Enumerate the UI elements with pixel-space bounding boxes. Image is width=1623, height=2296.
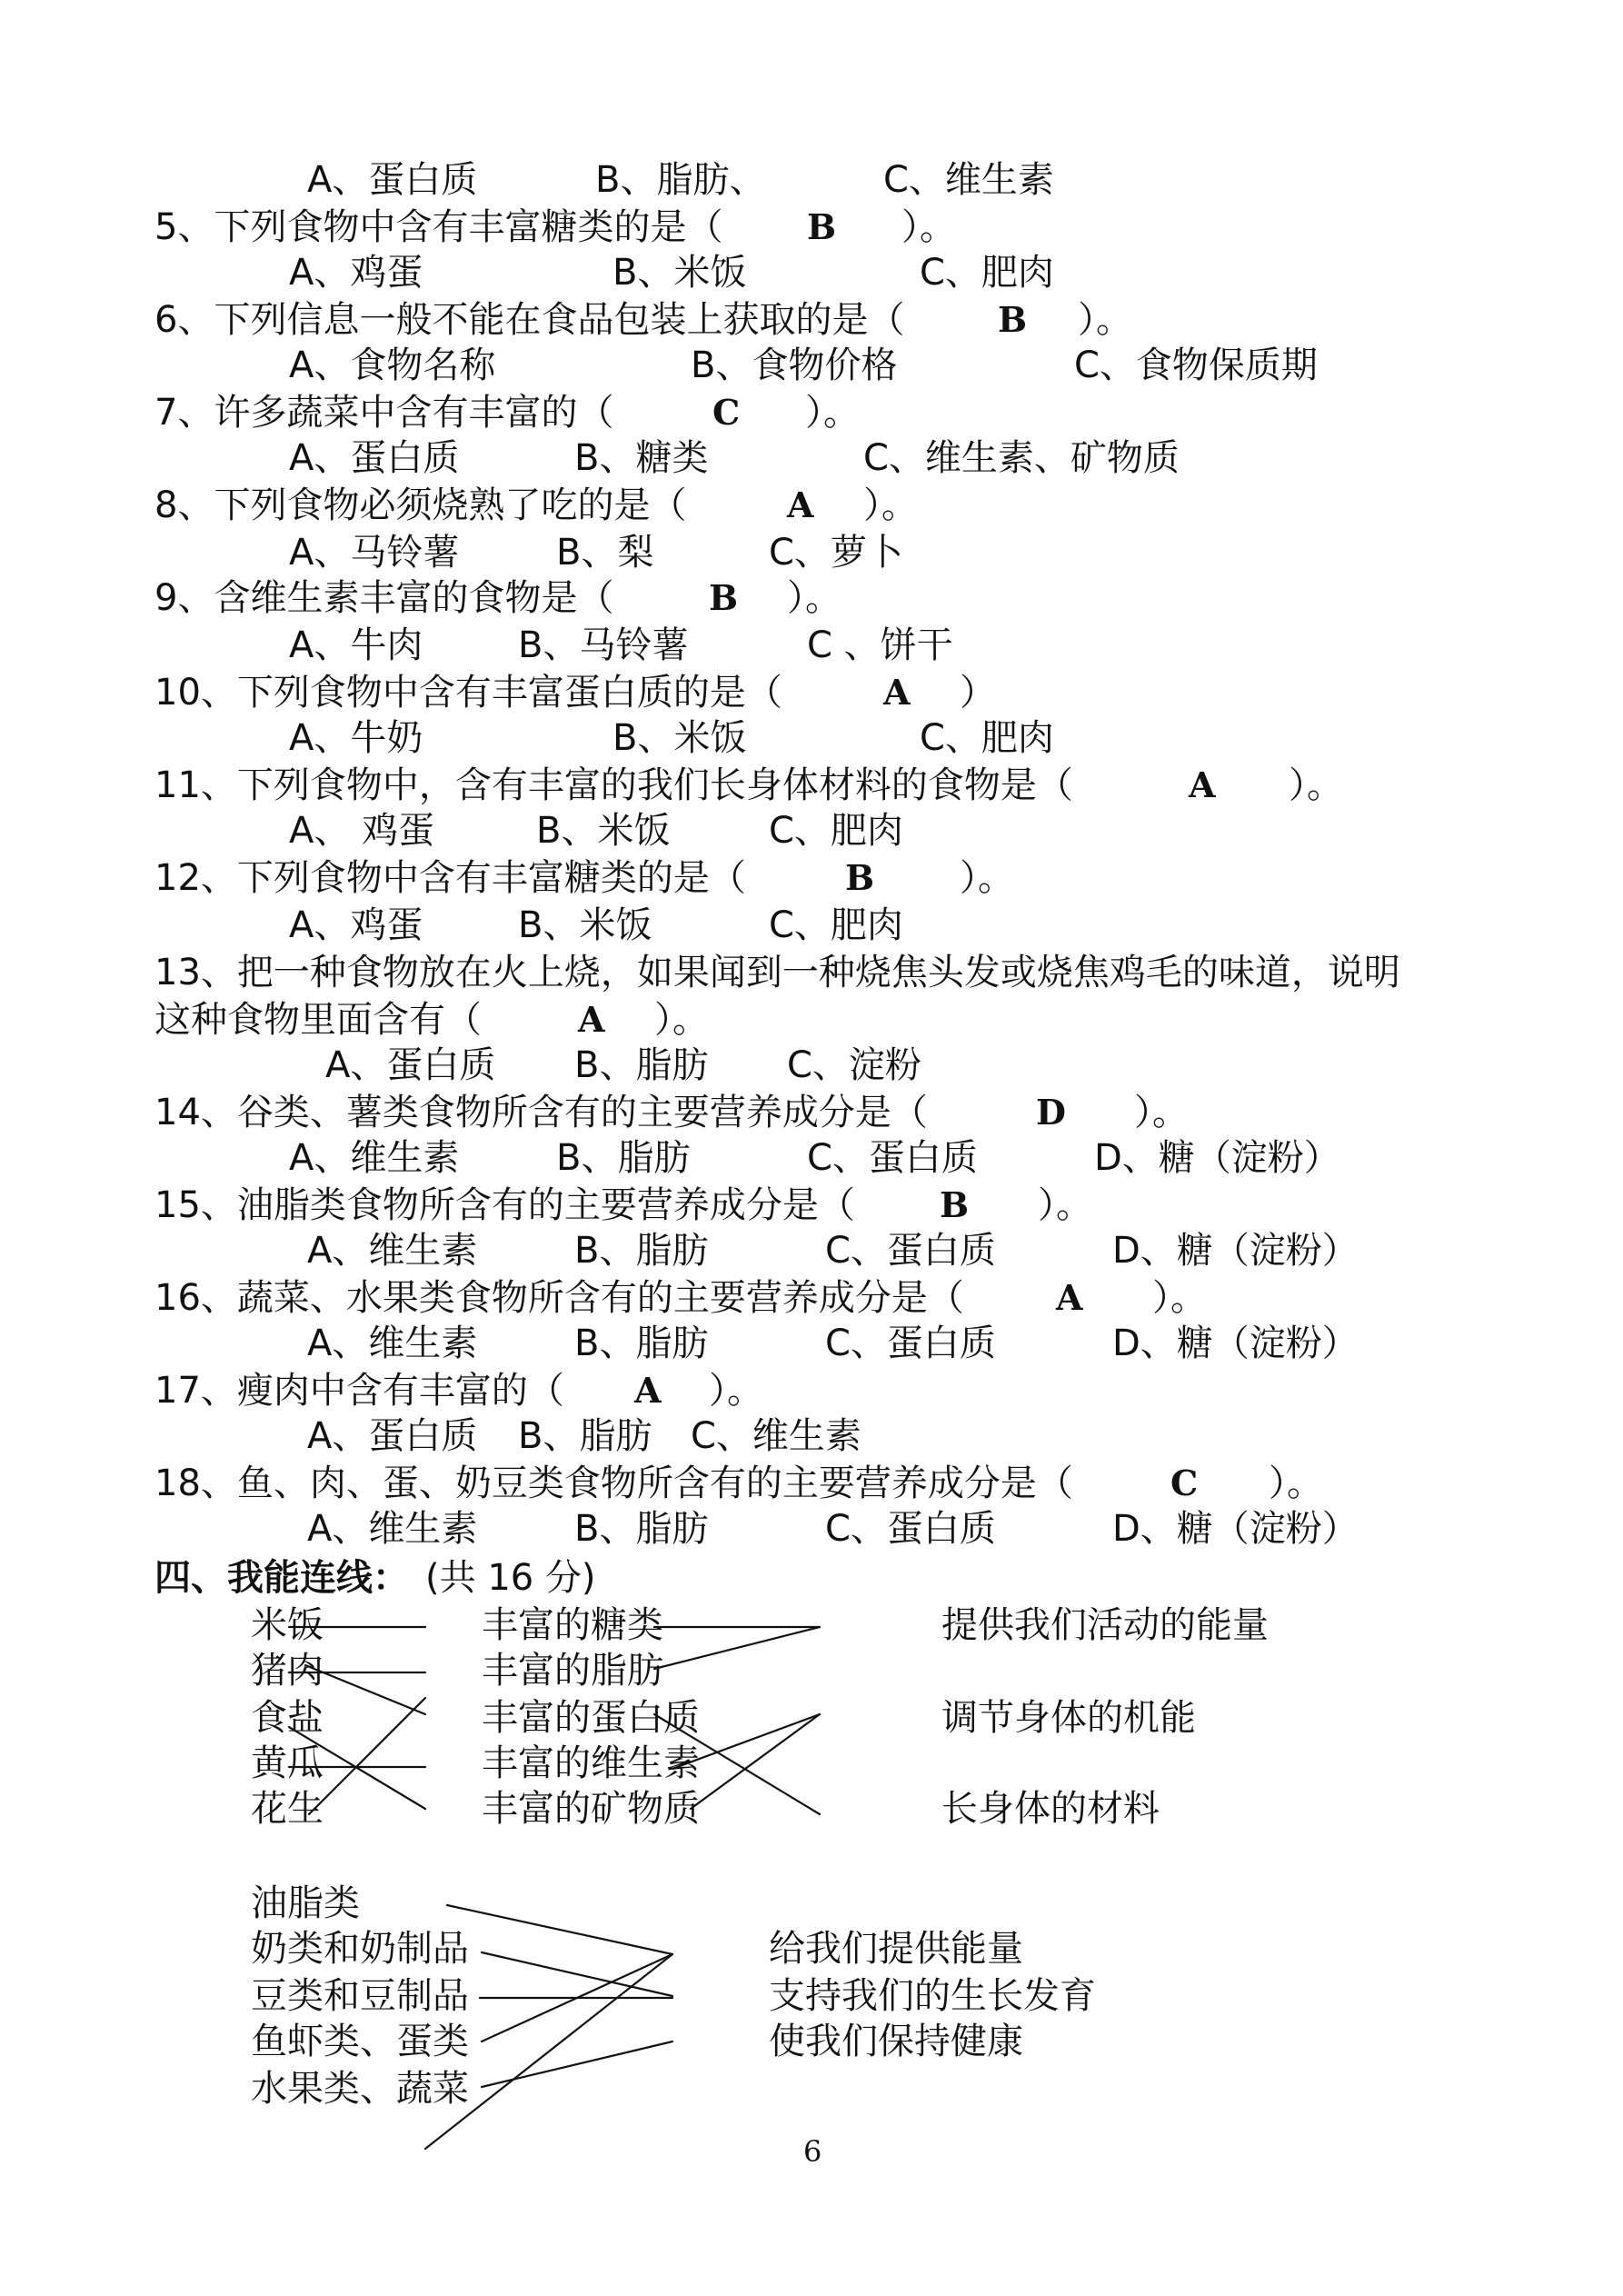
question-9-answer: B bbox=[709, 577, 739, 618]
match1-food-peanut: 花生 bbox=[251, 1788, 324, 1830]
line-mineral-regulate bbox=[691, 1714, 820, 1809]
q4-option-b: B、脂肪、 bbox=[595, 159, 766, 201]
q14-option-a: A、维生素 bbox=[289, 1137, 460, 1179]
question-9-close: ）。 bbox=[787, 577, 841, 619]
q7-option-b: B、糖类 bbox=[574, 437, 709, 479]
q18-option-b: B、脂肪 bbox=[574, 1508, 709, 1550]
question-14: 14、谷类、薯类食物所含有的主要营养成分是（ bbox=[154, 1092, 928, 1133]
match1-nutrient-vitamin: 丰富的维生素 bbox=[482, 1742, 700, 1784]
match1-nutrient-mineral: 丰富的矿物质 bbox=[482, 1788, 700, 1830]
q15-option-c: C、蛋白质 bbox=[825, 1230, 996, 1272]
q4-option-a: A、蛋白质 bbox=[307, 159, 478, 201]
question-8-answer: A bbox=[787, 484, 814, 525]
line-peanut bbox=[309, 1698, 425, 1814]
question-6-close: ）。 bbox=[1078, 299, 1132, 341]
line-dairy bbox=[482, 1952, 672, 1996]
match2-function-growth: 支持我们的生长发育 bbox=[769, 1975, 1096, 2017]
question-16-close: ）。 bbox=[1152, 1277, 1207, 1319]
match2-group-dairy: 奶类和奶制品 bbox=[251, 1928, 469, 1970]
match1-function-growth: 长身体的材料 bbox=[941, 1788, 1160, 1830]
q17-option-c: C、维生素 bbox=[691, 1415, 861, 1457]
q18-option-d: D、糖（淀粉） bbox=[1112, 1508, 1359, 1550]
question-12-answer: B bbox=[845, 857, 875, 898]
section-4-title: 四、我能连线： bbox=[154, 1557, 409, 1599]
q4-option-c: C、维生素 bbox=[883, 159, 1054, 201]
q17-option-b: B、脂肪 bbox=[518, 1415, 652, 1457]
question-10-close: ） bbox=[960, 672, 996, 714]
q7-option-c: C、维生素、矿物质 bbox=[863, 437, 1180, 479]
q16-option-d: D、糖（淀粉） bbox=[1112, 1323, 1359, 1364]
question-11-close: ）。 bbox=[1289, 764, 1343, 806]
question-18-answer: C bbox=[1170, 1462, 1199, 1503]
q16-option-a: A、维生素 bbox=[307, 1323, 478, 1364]
q9-option-c: C 、饼干 bbox=[807, 624, 953, 666]
question-18: 18、鱼、肉、蛋、奶豆类食物所含有的主要营养成分是（ bbox=[154, 1462, 1073, 1504]
q14-option-b: B、脂肪 bbox=[556, 1137, 691, 1179]
question-17: 17、瘦肉中含有丰富的（ bbox=[154, 1370, 564, 1412]
match1-function-regulate: 调节身体的机能 bbox=[941, 1697, 1196, 1739]
q15-option-a: A、维生素 bbox=[307, 1230, 478, 1272]
match1-food-pork: 猪肉 bbox=[251, 1650, 324, 1692]
match1-food-salt: 食盐 bbox=[251, 1697, 324, 1739]
question-13: 13、把一种食物放在火上烧，如果闻到一种烧焦头发或烧焦鸡毛的味道，说明 bbox=[154, 952, 1400, 993]
question-10-answer: A bbox=[883, 672, 911, 713]
match1-food-cucumber: 黄瓜 bbox=[251, 1742, 324, 1784]
question-7-close: ）。 bbox=[805, 392, 860, 434]
question-14-answer: D bbox=[1036, 1092, 1066, 1133]
match1-nutrient-protein: 丰富的蛋白质 bbox=[482, 1697, 700, 1739]
question-6: 6、下列信息一般不能在食品包装上获取的是（ bbox=[154, 299, 905, 341]
line-protein-growth bbox=[654, 1714, 820, 1814]
question-17-close: ）。 bbox=[709, 1370, 763, 1412]
question-11-answer: A bbox=[1189, 764, 1216, 805]
q10-option-a: A、牛奶 bbox=[289, 717, 423, 759]
q18-option-a: A、维生素 bbox=[307, 1508, 478, 1550]
question-16-answer: A bbox=[1056, 1277, 1083, 1318]
q14-option-d: D、糖（淀粉） bbox=[1094, 1137, 1340, 1179]
line-cross bbox=[425, 1954, 672, 2149]
q8-option-c: C、萝卜 bbox=[769, 532, 903, 574]
match2-group-fish-eggs: 鱼虾类、蛋类 bbox=[251, 2021, 469, 2062]
q13-option-a: A、蛋白质 bbox=[325, 1044, 496, 1086]
q5-option-c: C、肥肉 bbox=[920, 252, 1054, 294]
match2-function-health: 使我们保持健康 bbox=[769, 2021, 1023, 2062]
q5-option-b: B、米饭 bbox=[612, 252, 747, 294]
section-4-score: (共 16 分) bbox=[425, 1557, 596, 1599]
question-7-answer: C bbox=[712, 392, 741, 433]
question-15-close: ）。 bbox=[1038, 1184, 1092, 1226]
line-vitamin-regulate bbox=[672, 1714, 820, 1769]
match1-food-rice: 米饭 bbox=[251, 1604, 324, 1646]
q10-option-b: B、米饭 bbox=[612, 717, 747, 759]
q7-option-a: A、蛋白质 bbox=[289, 437, 460, 479]
question-8-close: ）。 bbox=[863, 484, 918, 526]
question-13-close: ）。 bbox=[654, 999, 709, 1041]
q6-option-a: A、食物名称 bbox=[289, 344, 496, 386]
match1-function-energy: 提供我们活动的能量 bbox=[941, 1604, 1269, 1646]
q12-option-a: A、鸡蛋 bbox=[289, 904, 423, 946]
q16-option-b: B、脂肪 bbox=[574, 1323, 709, 1364]
match1-nutrient-sugar: 丰富的糖类 bbox=[482, 1604, 663, 1646]
question-13-answer: A bbox=[578, 999, 605, 1040]
question-5-close: ）。 bbox=[901, 206, 956, 248]
question-5-stem: 5、下列食物中含有丰富糖类的是（ bbox=[154, 206, 723, 248]
q12-option-b: B、米饭 bbox=[518, 904, 652, 946]
match2-group-oils: 油脂类 bbox=[251, 1882, 360, 1924]
q17-option-a: A、蛋白质 bbox=[307, 1415, 478, 1457]
question-5-answer: B bbox=[807, 206, 837, 247]
q6-option-b: B、食物价格 bbox=[691, 344, 898, 386]
match2-group-soy: 豆类和豆制品 bbox=[251, 1975, 469, 2017]
question-10: 10、下列食物中含有丰富蛋白质的是（ bbox=[154, 672, 782, 714]
q16-option-c: C、蛋白质 bbox=[825, 1323, 996, 1364]
line-fat-energy bbox=[654, 1627, 820, 1669]
question-17-answer: A bbox=[634, 1370, 662, 1411]
line-fruit bbox=[482, 2041, 672, 2087]
q6-option-c: C、食物保质期 bbox=[1074, 344, 1318, 386]
q9-option-b: B、马铃薯 bbox=[518, 624, 689, 666]
q15-option-b: B、脂肪 bbox=[574, 1230, 709, 1272]
q9-option-a: A、牛肉 bbox=[289, 624, 423, 666]
line-oils bbox=[447, 1905, 672, 1954]
question-11: 11、下列食物中，含有丰富的我们长身体材料的食物是（ bbox=[154, 764, 1073, 806]
question-9: 9、含维生素丰富的食物是（ bbox=[154, 577, 614, 619]
q5-option-a: A、鸡蛋 bbox=[289, 252, 423, 294]
question-12-close: ）。 bbox=[960, 857, 1014, 899]
question-12: 12、下列食物中含有丰富糖类的是（ bbox=[154, 857, 746, 899]
q11-option-b: B、米饭 bbox=[536, 810, 671, 852]
match2-group-fruit-veg: 水果类、蔬菜 bbox=[251, 2068, 469, 2110]
q15-option-d: D、糖（淀粉） bbox=[1112, 1230, 1359, 1272]
q13-option-b: B、脂肪 bbox=[574, 1044, 709, 1086]
q11-option-c: C、肥肉 bbox=[769, 810, 903, 852]
match2-function-energy: 给我们提供能量 bbox=[769, 1928, 1023, 1970]
q14-option-c: C、蛋白质 bbox=[807, 1137, 978, 1179]
q12-option-c: C、肥肉 bbox=[769, 904, 903, 946]
question-16: 16、蔬菜、水果类食物所含有的主要营养成分是（ bbox=[154, 1277, 964, 1319]
q10-option-c: C、肥肉 bbox=[920, 717, 1054, 759]
page-number: 6 bbox=[803, 2134, 822, 2169]
question-6-answer: B bbox=[998, 299, 1028, 340]
question-13-line2: 这种食物里面含有（ bbox=[154, 999, 482, 1041]
match1-nutrient-fat: 丰富的脂肪 bbox=[482, 1650, 663, 1692]
q18-option-c: C、蛋白质 bbox=[825, 1508, 996, 1550]
q13-option-c: C、淀粉 bbox=[787, 1044, 921, 1086]
question-15-answer: B bbox=[940, 1184, 970, 1225]
question-14-close: ）。 bbox=[1134, 1092, 1189, 1133]
q8-option-a: A、马铃薯 bbox=[289, 532, 460, 574]
q8-option-b: B、梨 bbox=[556, 532, 654, 574]
question-8: 8、下列食物必须烧熟了吃的是（ bbox=[154, 484, 687, 526]
q11-option-a: A、 鸡蛋 bbox=[289, 810, 435, 852]
question-18-close: ）。 bbox=[1269, 1462, 1323, 1504]
question-15: 15、油脂类食物所含有的主要营养成分是（ bbox=[154, 1184, 855, 1226]
question-7: 7、许多蔬菜中含有丰富的（ bbox=[154, 392, 614, 434]
